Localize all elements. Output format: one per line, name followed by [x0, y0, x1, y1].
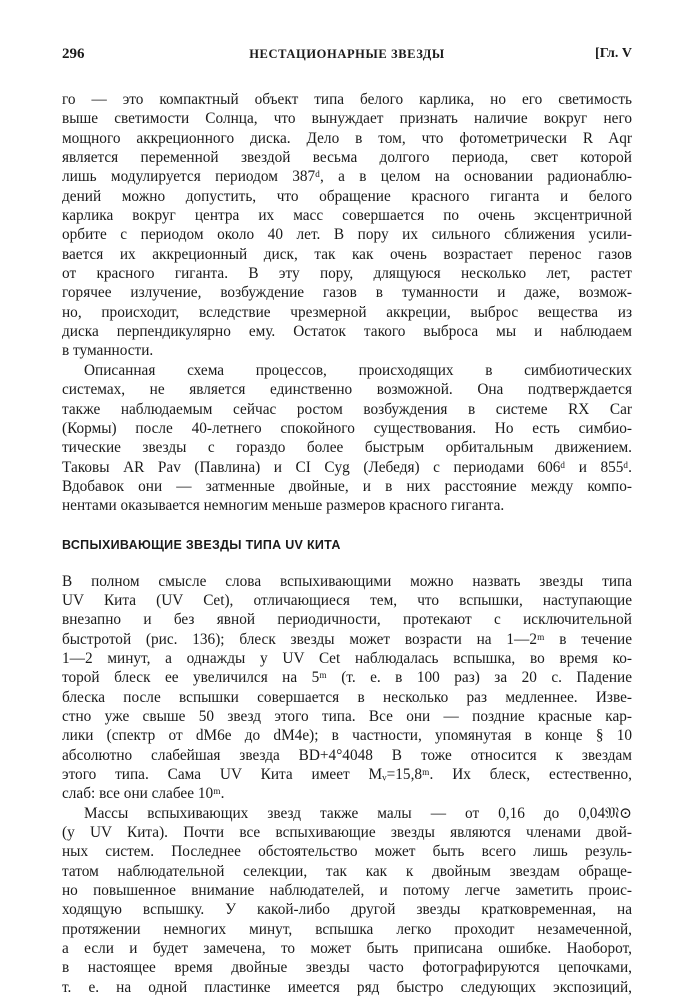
text-line: 1—2 минут, а однажды у UV Cet наблюдалась вспышка, во время ко-	[62, 649, 632, 667]
text-line: слаб: все они слабее 10ᵐ.	[62, 785, 225, 803]
text-line: быстротой (рис. 136); блеск звезды может возрасти на 1—2ᵐ в течение	[62, 630, 632, 648]
text-line: тические звезды с гораздо более быстрым орбитальным движением.	[62, 439, 632, 457]
text-line: Описанная схема процессов, происходящих в симбиотических	[84, 361, 632, 379]
text-line: но, происходит, вследствие чрезмерной аккреции, выброс вещества из	[62, 303, 632, 321]
page-body	[62, 90, 632, 997]
text-line: орбите с периодом около 40 лет. В пору их сильного сближения усили-	[62, 226, 632, 244]
text-line: но повышенное внимание наблюдателей, и потому легче заметить проис-	[62, 882, 632, 900]
text-line: (Кормы) после 40-летнего спокойного существования. Но есть симбио-	[62, 419, 632, 437]
text-line: мощного аккреционного диска. Дело в том, что фотометрически R Aqr	[62, 129, 632, 147]
text-line: вается их аккреционный диск, так как очень возрастает перенос газов	[62, 245, 632, 263]
paragraph-2	[62, 361, 632, 516]
text-line: этого типа. Сама UV Кита имеет Mᵥ=15,8ᵐ. Их блеск, естественно,	[62, 766, 632, 783]
text-line: диска перпендикулярно ему. Остаток такого выброса мы и наблюдаем	[62, 323, 632, 341]
text-line: стно уже свыше 50 звезд этого типа. Все они — поздние красные кар-	[62, 707, 632, 725]
text-line: т. е. на одной пластинке имеется ряд быстро следующих экспозиций,	[62, 978, 632, 996]
text-line: дений можно допустить, что обращение красного гиганта и белого	[62, 187, 632, 205]
section-heading: ВСПЫХИВАЮЩИЕ ЗВЕЗДЫ ТИПА UV КИТА	[62, 537, 341, 552]
page-header	[62, 46, 632, 66]
text-line: блеска после вспышки совершается в несколько раз медленнее. Изве-	[62, 688, 632, 706]
text-line: Массы вспыхивающих звезд также малы — от 0,16 до 0,04𝔐⊙	[84, 804, 632, 822]
text-line: нентами оказывается немногим меньше размеров красного гиганта.	[62, 497, 505, 515]
text-line: в настоящее время двойные звезды часто фотографируются цепочками,	[62, 959, 632, 977]
text-line: абсолютно слабейшая звезда BD+4°4048 B тоже относится к звездам	[62, 746, 632, 764]
text-line: лики (спектр от dM6e до dM4e); в частности, упомянутая в конце § 10	[62, 727, 632, 745]
text-line: выше светимости Солнца, что вынуждает признать наличие вокруг него	[62, 110, 632, 128]
text-line: карлика вокруг центра их масс совершается по очень эксцентричной	[62, 207, 632, 225]
running-title: НЕСТАЦИОНАРНЫЕ ЗВЕЗДЫ	[249, 47, 445, 61]
text-line: а если и будет замечена, то может быть приписана ошибке. Наоборот,	[62, 940, 632, 958]
paragraph-4	[62, 804, 632, 997]
text-line: го — это компактный объект типа белого карлика, но его светимость	[62, 91, 632, 108]
text-line: (у UV Кита). Почти все вспыхивающие звезды являются членами двой-	[62, 824, 632, 842]
text-line: от красного гиганта. В эту пору, длящуюся несколько лет, растет	[62, 265, 632, 283]
text-line: лишь модулируется периодом 387ᵈ, а в целом на основании радионаблю-	[62, 168, 632, 186]
text-line: В полном смысле слова вспыхивающими можно назвать звезды типа	[62, 572, 632, 590]
text-line: протяжении немногих минут, вспышка легко проходит незамеченной,	[62, 920, 632, 938]
text-line: ходящую вспышку. У какой-либо другой звезды кратковременная, на	[62, 901, 632, 919]
text-line: внезапно и без явной периодичности, протекают с исключительной	[62, 611, 632, 629]
paragraph-3	[62, 572, 632, 804]
text-line: является переменной звездой весьма долгого периода, свет которой	[62, 149, 632, 167]
text-line: ных систем. Последнее обстоятельство может быть всего лишь резуль-	[62, 843, 632, 861]
text-line: торой блеск ее увеличился на 5ᵐ (т. е. в 100 раз) за 20 с. Падение	[62, 669, 632, 687]
text-line: горячее излучение, возбуждение газов в туманности и даже, возмож-	[62, 284, 632, 302]
text-line: системах, не является единственно возможной. Она подтверждается	[62, 381, 632, 399]
page-number: 296	[62, 46, 85, 62]
text-line: также наблюдаемым сейчас ростом возбуждения в системе RX Car	[62, 400, 632, 418]
text-line: UV Кита (UV Cet), отличающиеся тем, что вспышки, наступающие	[62, 591, 632, 609]
text-line: Таковы AR Pav (Павлина) и CI Cyg (Лебедя) с периодами 606ᵈ и 855ᵈ.	[62, 458, 632, 476]
text-line: Вдобавок они — затменные двойные, и в них расстояние между компо-	[62, 477, 632, 495]
text-line: в туманности.	[62, 342, 154, 360]
paragraph-1	[62, 90, 632, 361]
text-line: татом наблюдательной селекции, так как к двойным звездам обраще-	[62, 862, 632, 880]
chapter-marker: [Гл. V	[595, 46, 632, 61]
